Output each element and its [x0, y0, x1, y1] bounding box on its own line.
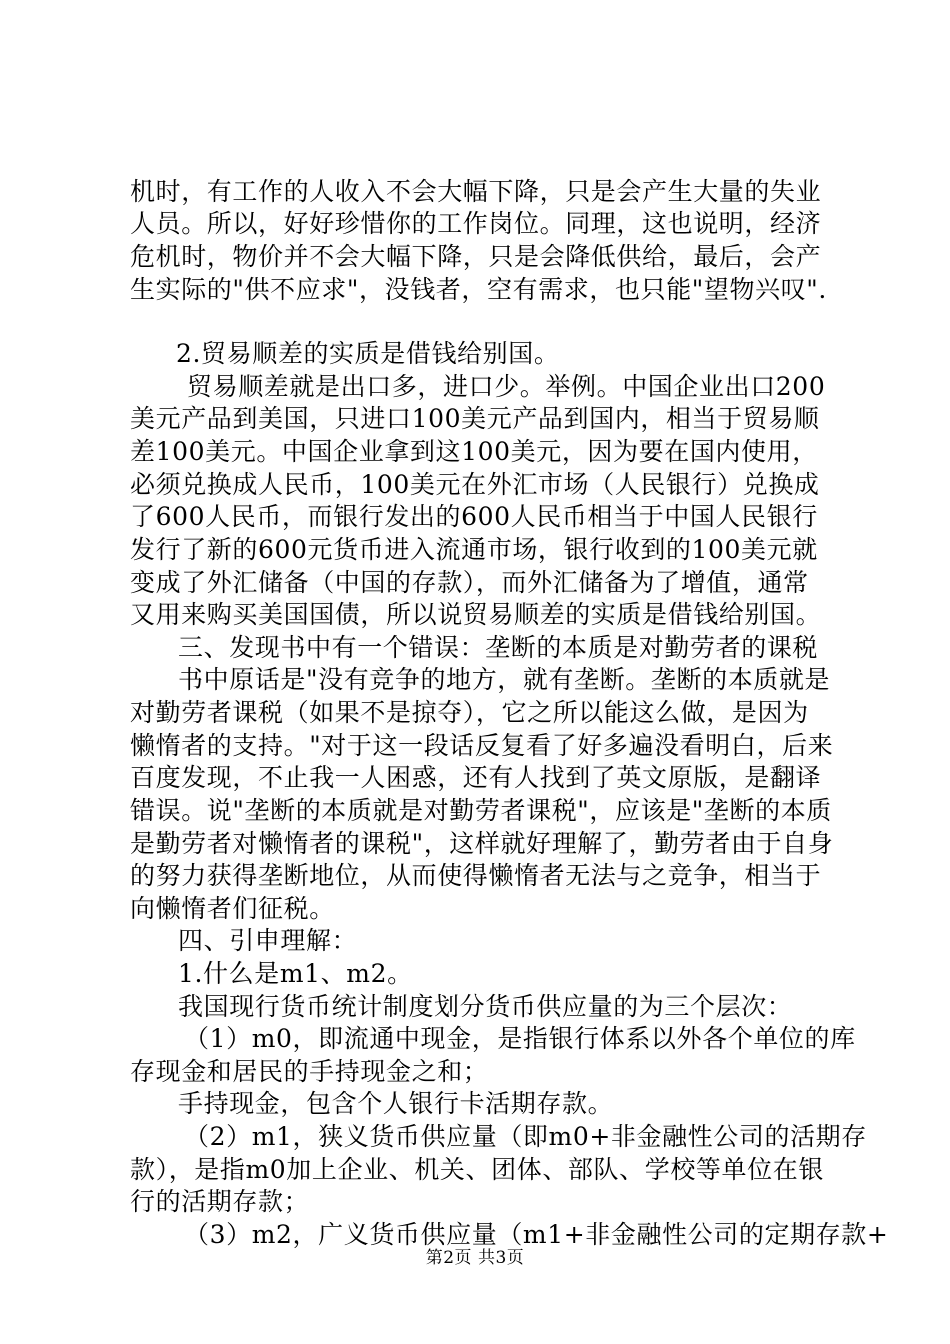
- page-number: 第2页 共3页: [425, 1248, 525, 1268]
- text-line: （1）m0，即流通中现金，是指银行体系以外各个单位的库: [184, 1024, 856, 1053]
- text-line: 发行了新的600元货币进入流通市场，银行收到的100美元就: [130, 535, 818, 564]
- section-heading: 三、发现书中有一个错误：垄断的本质是对勤劳者的课税: [178, 633, 819, 662]
- section-heading: 2.贸易顺差的实质是借钱给别国。: [176, 339, 560, 368]
- text-line: 款），是指m0加上企业、机关、团体、部队、学校等单位在银: [130, 1155, 824, 1184]
- text-line: 变成了外汇储备（中国的存款），而外汇储备为了增值，通常: [130, 568, 809, 597]
- text-line: 了600人民币，而银行发出的600人民币相当于中国人民银行: [130, 502, 818, 531]
- subsection-heading: 1.什么是m1、m2。: [178, 959, 413, 988]
- text-line: 又用来购买美国国债，所以说贸易顺差的实质是借钱给别国。: [130, 600, 822, 629]
- text-line: 生实际的"供不应求"，没钱者，空有需求，也只能"望物兴叹".: [130, 275, 827, 304]
- text-line: 美元产品到美国，只进口100美元产品到国内，相当于贸易顺: [130, 404, 820, 433]
- section-heading: 四、引申理解：: [178, 926, 358, 955]
- text-line: 向懒惰者们征税。: [130, 894, 335, 923]
- text-line: 差100美元。中国企业拿到这100美元，因为要在国内使用，: [130, 437, 818, 466]
- text-line: 存现金和居民的手持现金之和；: [130, 1057, 489, 1086]
- text-line: 贸易顺差就是出口多，进口少。举例。中国企业出口200: [187, 372, 826, 401]
- text-line: 对勤劳者课税（如果不是掠夺），它之所以能这么做，是因为: [130, 698, 809, 727]
- text-line: 书中原话是"没有竞争的地方，就有垄断。垄断的本质就是: [178, 665, 831, 694]
- text-line: 危机时，物价并不会大幅下降，只是会降低供给，最后，会产: [130, 242, 822, 271]
- text-line: （2）m1，狭义货币供应量（即m0+非金融性公司的活期存: [184, 1122, 867, 1151]
- text-line: 的努力获得垄断地位，从而使得懒惰者无法与之竞争，相当于: [130, 861, 822, 890]
- text-line: 我国现行货币统计制度划分货币供应量的为三个层次：: [178, 992, 793, 1021]
- text-line: 手持现金，包含个人银行卡活期存款。: [178, 1089, 614, 1118]
- text-line: （3）m2，广义货币供应量（m1+非金融性公司的定期存款+: [184, 1220, 889, 1249]
- text-line: 懒惰者的支持。"对于这一段话反复看了好多遍没看明白，后来: [130, 731, 834, 760]
- text-line: 错误。说"垄断的本质就是对勤劳者课税"，应该是"垄断的本质: [130, 796, 832, 825]
- text-line: 是勤劳者对懒惰者的课税"，这样就好理解了，勤劳者由于自身: [130, 829, 834, 858]
- text-line: 行的活期存款；: [130, 1187, 310, 1216]
- text-line: 百度发现，不止我一人困惑，还有人找到了英文原版，是翻译: [130, 763, 822, 792]
- text-line: 人员。所以，好好珍惜你的工作岗位。同理，这也说明，经济: [130, 209, 822, 238]
- text-line: 机时，有工作的人收入不会大幅下降，只是会产生大量的失业: [130, 177, 822, 206]
- text-line: 必须兑换成人民币，100美元在外汇市场（人民银行）兑换成: [130, 470, 820, 499]
